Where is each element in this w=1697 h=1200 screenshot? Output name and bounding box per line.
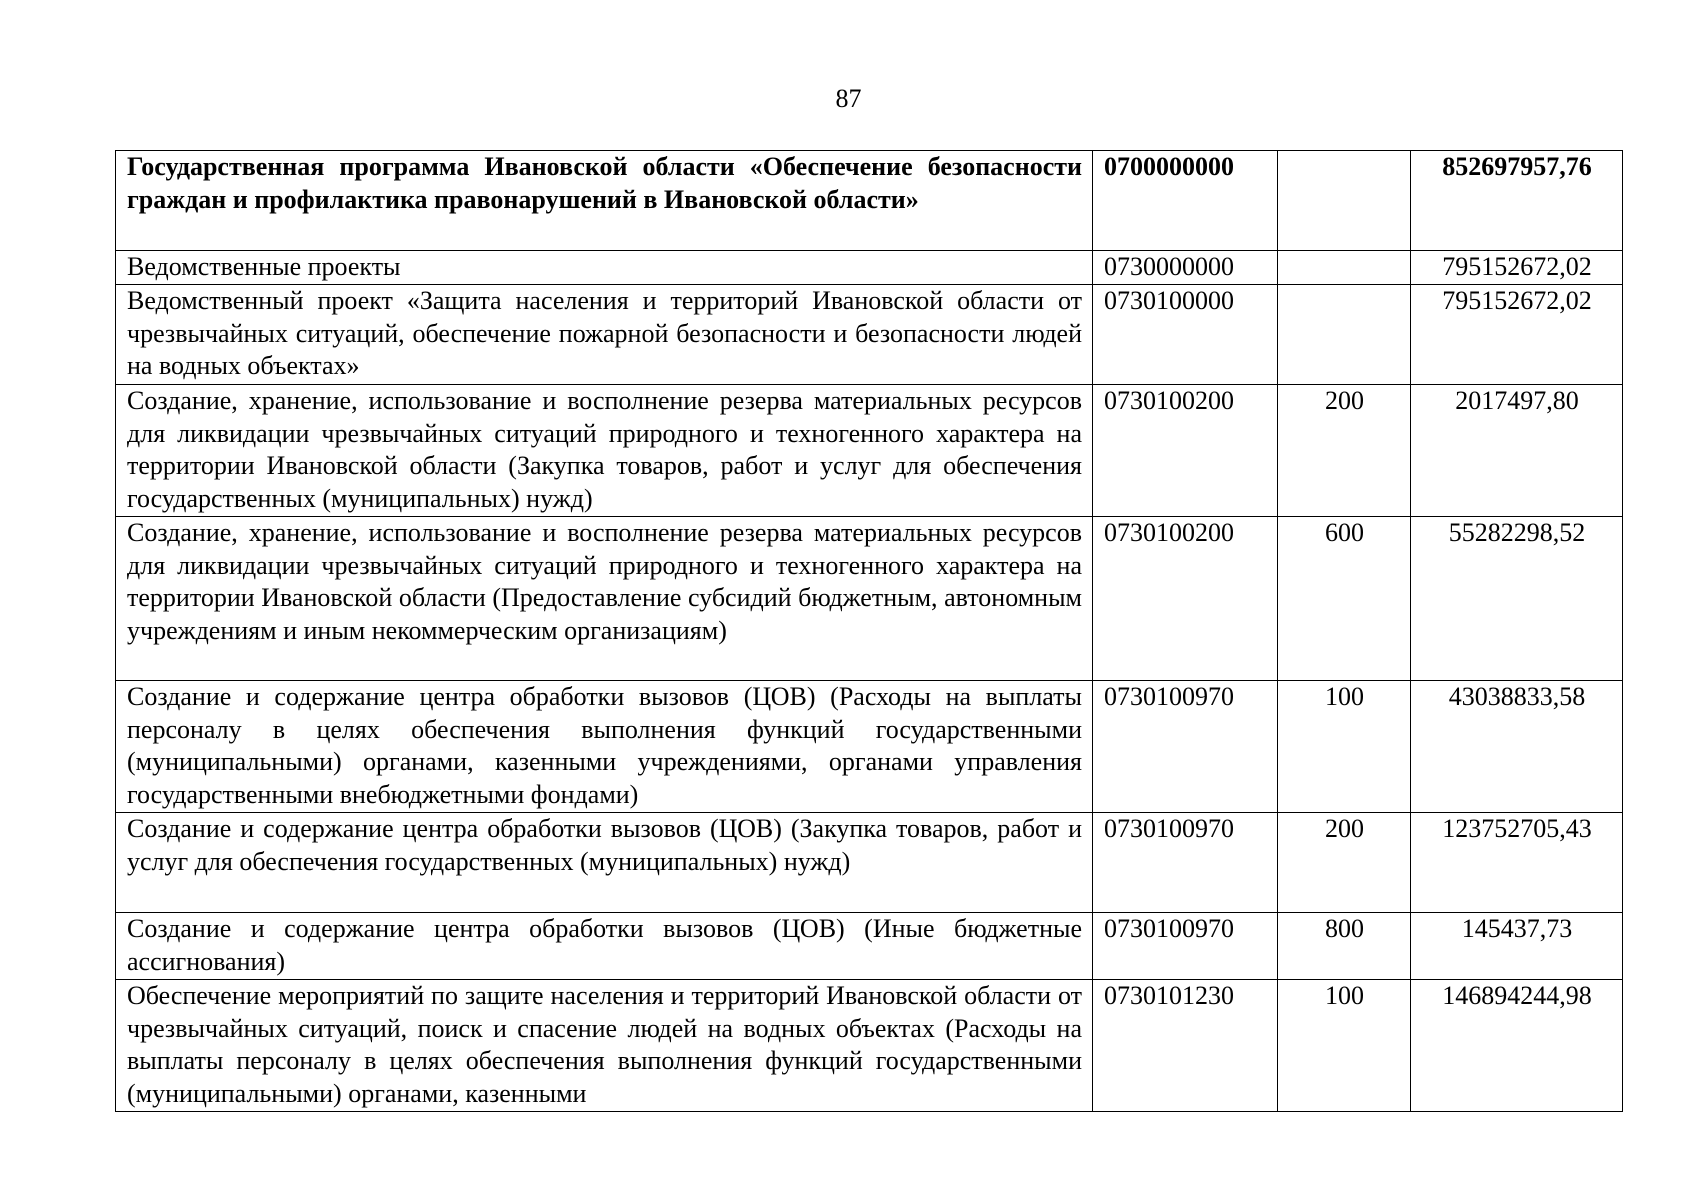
row-name-cell: Ведомственные проекты — [116, 251, 1093, 285]
row-code-cell: 0730100970 — [1093, 681, 1278, 813]
row-sum-cell: 2017497,80 — [1411, 385, 1623, 517]
row-code-cell: 0730100000 — [1093, 285, 1278, 385]
table-row — [116, 681, 1623, 813]
row-code-cell: 0730100200 — [1093, 517, 1278, 681]
row-code-cell: 0730101230 — [1093, 980, 1278, 1112]
row-name-cell: Государственная программа Ивановской области «Обеспечение безопасности граждан и профилактика правонарушений в Ивановской области» — [116, 151, 1093, 251]
row-name-cell: Создание и содержание центра обработки вызовов (ЦОВ) (Расходы на выплаты персоналу в целях обеспечения выполнения функций государственными (муниципальными) органами, казенными учреждениями, органами управления государственными внебюджетными фондами) — [116, 681, 1093, 813]
table-row — [116, 913, 1623, 980]
row-type-cell — [1278, 151, 1411, 251]
row-sum-cell: 123752705,43 — [1411, 813, 1623, 913]
row-sum-cell: 43038833,58 — [1411, 681, 1623, 813]
row-name-cell: Создание и содержание центра обработки вызовов (ЦОВ) (Закупка товаров, работ и услуг для обеспечения государственных (муниципальных) нужд) — [116, 813, 1093, 913]
budget-table-body — [116, 151, 1623, 1112]
row-sum-cell: 852697957,76 — [1411, 151, 1623, 251]
row-type-cell — [1278, 285, 1411, 385]
row-sum-cell: 55282298,52 — [1411, 517, 1623, 681]
row-code-cell: 0730100970 — [1093, 913, 1278, 980]
row-sum-cell: 795152672,02 — [1411, 285, 1623, 385]
budget-table — [115, 150, 1623, 1112]
row-type-cell: 800 — [1278, 913, 1411, 980]
row-code-cell: 0700000000 — [1093, 151, 1278, 251]
row-type-cell: 200 — [1278, 813, 1411, 913]
table-row — [116, 517, 1623, 681]
row-code-cell: 0730000000 — [1093, 251, 1278, 285]
row-sum-cell: 146894244,98 — [1411, 980, 1623, 1112]
row-type-cell: 100 — [1278, 681, 1411, 813]
table-row — [116, 151, 1623, 251]
row-code-cell: 0730100200 — [1093, 385, 1278, 517]
table-row — [116, 980, 1623, 1112]
row-sum-cell: 145437,73 — [1411, 913, 1623, 980]
row-type-cell: 600 — [1278, 517, 1411, 681]
row-name-cell: Создание, хранение, использование и восполнение резерва материальных ресурсов для ликвидации чрезвычайных ситуаций природного и техногенного характера на территории Ивановской области (Закупка товаров, работ и услуг для обеспечения государственных (муниципальных) нужд) — [116, 385, 1093, 517]
row-name-cell: Создание, хранение, использование и восполнение резерва материальных ресурсов для ликвидации чрезвычайных ситуаций природного и техногенного характера на территории Ивановской области (Предоставление субсидий бюджетным, автономным учреждениям и иным некоммерческим организациям) — [116, 517, 1093, 681]
row-sum-cell: 795152672,02 — [1411, 251, 1623, 285]
page-number: 87 — [835, 84, 862, 113]
table-row — [116, 285, 1623, 385]
table-row — [116, 251, 1623, 285]
row-name-cell: Обеспечение мероприятий по защите населения и территорий Ивановской области от чрезвычайных ситуаций, поиск и спасение людей на водных объектах (Расходы на выплаты персоналу в целях обеспечения выполнения функций государственными (муниципальными) органами, казенными — [116, 980, 1093, 1112]
row-type-cell: 200 — [1278, 385, 1411, 517]
table-row — [116, 813, 1623, 913]
row-type-cell: 100 — [1278, 980, 1411, 1112]
row-name-cell: Ведомственный проект «Защита населения и территорий Ивановской области от чрезвычайных ситуаций, обеспечение пожарной безопасности и безопасности людей на водных объектах» — [116, 285, 1093, 385]
row-code-cell: 0730100970 — [1093, 813, 1278, 913]
row-type-cell — [1278, 251, 1411, 285]
table-row — [116, 385, 1623, 517]
row-name-cell: Создание и содержание центра обработки вызовов (ЦОВ) (Иные бюджетные ассигнования) — [116, 913, 1093, 980]
